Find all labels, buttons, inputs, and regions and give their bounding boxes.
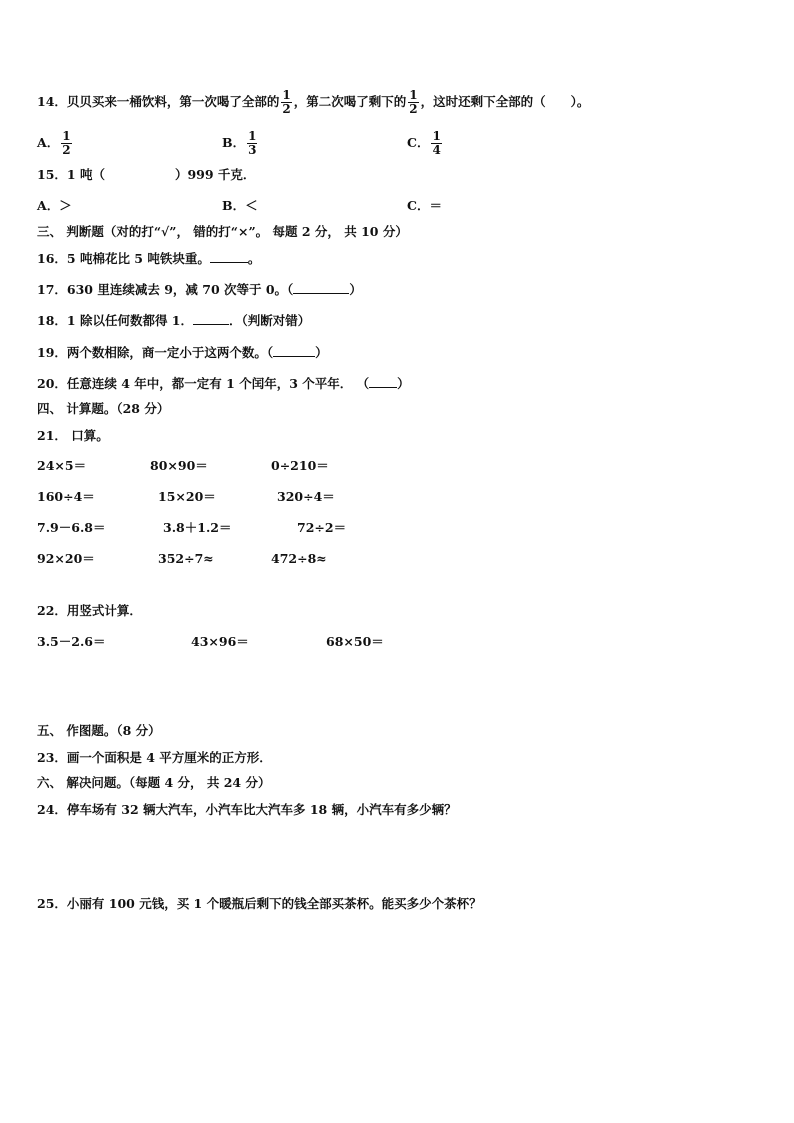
section-title: 五、 作图题。（8 分） — [37, 723, 161, 738]
answer-blank[interactable] — [193, 312, 229, 325]
calc-item: 3.5－2.6＝ — [37, 634, 106, 649]
calc-item: 3.8＋1.2＝ — [163, 520, 232, 535]
question-17: 17．630 里连续减去 9，减 70 次等于 0。（ ） — [37, 282, 362, 297]
calc-item: 92×20＝ — [37, 551, 95, 566]
answer-blank[interactable] — [273, 344, 315, 357]
fraction: $\frac{1}{2}$ — [409, 88, 418, 116]
section-title: 三、 判断题（对的打“√”， 错的打“×”。 每题 2 分， 共 10 分） — [37, 224, 408, 239]
option-a[interactable]: A． $\frac{1}{2}$ — [37, 129, 71, 157]
question-21-title: 21． 口算。 — [37, 428, 109, 443]
calc-item: 24×5＝ — [37, 458, 87, 473]
question-text: ，这时还剩下全部的（ ）。 — [420, 94, 590, 109]
question-22-title: 22．用竖式计算． — [37, 603, 142, 618]
answer-blank[interactable] — [210, 250, 248, 263]
section-title: 六、 解决问题。（每题 4 分， 共 24 分） — [37, 775, 271, 790]
answer-blank[interactable] — [369, 375, 397, 388]
option-a[interactable]: A．＞ — [37, 198, 72, 213]
calc-item: 15×20＝ — [158, 489, 216, 504]
calc-item: 160÷4＝ — [37, 489, 95, 504]
option-b[interactable]: B． $\frac{1}{3}$ — [222, 129, 257, 157]
answer-blank[interactable] — [293, 281, 349, 294]
question-24: 24．停车场有 32 辆大汽车，小汽车比大汽车多 18 辆，小汽车有多少辆？ — [37, 802, 457, 817]
calc-item: 352÷7≈ — [158, 551, 214, 566]
question-number: 14． — [37, 94, 67, 109]
question-16: 16．5 吨棉花比 5 吨铁块重。 。 — [37, 251, 261, 266]
fraction: $\frac{1}{2}$ — [62, 129, 71, 157]
question-25: 25．小丽有 100 元钱，买 1 个暖瓶后剩下的钱全部买茶杯。能买多少个茶杯？ — [37, 896, 482, 911]
calc-item: 68×50＝ — [326, 634, 384, 649]
calc-item: 72÷2＝ — [297, 520, 347, 535]
fraction: $\frac{1}{2}$ — [282, 88, 291, 116]
question-18: 18．1 除以任何数都得 1． ．（判断对错） — [37, 313, 311, 328]
calc-item: 320÷4＝ — [277, 489, 335, 504]
question-number: 15． — [37, 167, 67, 182]
fraction: $\frac{1}{3}$ — [248, 129, 257, 157]
section-title: 四、 计算题。（28 分） — [37, 401, 170, 416]
fraction: $\frac{1}{4}$ — [432, 129, 441, 157]
question-text: ，第二次喝了剩下的 — [293, 94, 407, 109]
question-text: 贝贝买来一桶饮料，第一次喝了全部的 — [66, 94, 280, 109]
calc-item: 472÷8≈ — [271, 551, 327, 566]
calc-item: 0÷210＝ — [271, 458, 329, 473]
question-19: 19．两个数相除，商一定小于这两个数。（ ） — [37, 345, 328, 360]
question-15: 15．1 吨（ ）999 千克． — [37, 167, 256, 182]
question-14 — [37, 89, 589, 116]
question-20: 20．任意连续 4 年中，都一定有 1 个闰年，3 个平年． （ ） — [37, 376, 410, 391]
calc-item: 7.9－6.8＝ — [37, 520, 106, 535]
calc-item: 80×90＝ — [150, 458, 208, 473]
question-23: 23．画一个面积是 4 平方厘米的正方形． — [37, 750, 272, 765]
calc-item: 43×96＝ — [191, 634, 249, 649]
option-c[interactable]: C．＝ — [407, 198, 442, 213]
option-b[interactable]: B．＜ — [222, 198, 258, 213]
option-c[interactable]: C． $\frac{1}{4}$ — [407, 129, 441, 157]
